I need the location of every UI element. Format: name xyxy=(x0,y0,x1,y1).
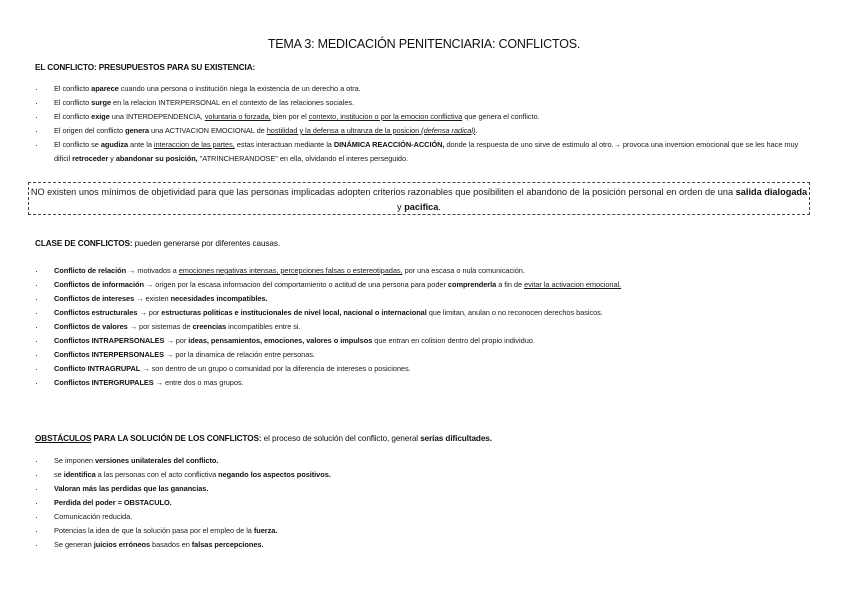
list-obstaculos xyxy=(35,454,815,552)
list-item: · Conflictos de valores → por sistemas de creencias incompatibles entre si. xyxy=(35,320,815,334)
list-item: · Conflicto de relación → motivados a emociones negativas intensas, percepciones falsas o estereotipadas, por una escasa o nula comunicación. xyxy=(35,264,815,278)
list-item: · El origen del conflicto genera una ACTIVACION EMOCIONAL de hostilidad y la defensa a ultranza de la posicion (defensa radical). xyxy=(35,124,815,138)
list-item: · Se imponen versiones unilaterales del conflicto. xyxy=(35,454,815,468)
list-item: · Conflictos de intereses → existen necesidades incompatibles. xyxy=(35,292,815,306)
list-item: · El conflicto surge en la relacion INTERPERSONAL en el contexto de las relaciones sociales. xyxy=(35,96,815,110)
list-item: · Conflictos INTRAPERSONALES → por ideas, pensamientos, emociones, valores o impulsos que entran en colision dentro del propio individuo. xyxy=(35,334,815,348)
list-item: · Conflictos estructurales → por estructuras politicas e institucionales de nivel local, nacional o internacional que limitan, anulan o no reconocen derechos basicos. xyxy=(35,306,815,320)
list-item: · Conflicto INTRAGRUPAL → son dentro de un grupo o comunidad por la diferencia de intereses o posiciones. xyxy=(35,362,815,376)
list-item: · Conflictos INTERGRUPALES → entre dos o mas grupos. xyxy=(35,376,815,390)
section-heading-obstaculos: OBSTÁCULOS PARA LA SOLUCIÓN DE LOS CONFLICTOS: el proceso de solución del conflicto, general serías dificultades. xyxy=(35,434,492,443)
list-item: · Comunicación reducida. xyxy=(35,510,815,524)
section-heading-conflicto: EL CONFLICTO: PRESUPUESTOS PARA SU EXISTENCIA: xyxy=(35,63,256,72)
list-item: · El conflicto se agudiza ante la interaccion de las partes, estas interactuan mediante la DINÁMICA REACCIÓN-ACCIÓN, donde la respuesta de uno sirve de estimulo al otro.→ provoca una inversion emocional que se les hace muy dificil retroceder y abandonar su posición, "ATRINCHERANDOSE" en ella, olvidando el interes perseguido. xyxy=(35,138,815,166)
list-item: · Perdida del poder = OBSTACULO. xyxy=(35,496,815,510)
list-item: · El conflicto exige una INTERDEPENDENCIA, voluntaria o forzada, bien por el contexto, institucion o por la emocion conflictiva que genera el conflicto. xyxy=(35,110,815,124)
list-item: · Valoran más las perdidas que las ganancias. xyxy=(35,482,815,496)
list-item: · se identifica a las personas con el acto conflictiva negando los aspectos positivos. xyxy=(35,468,815,482)
section-heading-clases: CLASE DE CONFLICTOS: pueden generarse por diferentes causas. xyxy=(35,239,281,248)
page-title: TEMA 3: MEDICACIÓN PENITENCIARIA: CONFLICTOS. xyxy=(267,37,581,51)
list-item: · Conflictos INTERPERSONALES → por la dinamica de relación entre personas. xyxy=(35,348,815,362)
list-item: · Potencias la idea de que la solución pasa por el empleo de la fuerza. xyxy=(35,524,815,538)
list-item: · Se generan juicios erróneos basados en falsas percepciones. xyxy=(35,538,815,552)
list-item: · El conflicto aparece cuando una persona o institución niega la existencia de un derecho a otra. xyxy=(35,82,815,96)
highlight-box: NO existen unos mínimos de objetividad para que las personas implicadas adopten criterios razonables que posibiliten el abandono de la posición personal en orden de una salida dialogada y pacifica. xyxy=(28,182,810,215)
list-clases xyxy=(35,264,815,390)
list-item: · Conflictos de información → origen por la escasa informacion del comportamiento o actitud de una persona para poder comprenderla a fin de evitar la activacion emocional. xyxy=(35,278,815,292)
list-presupuestos xyxy=(35,82,815,166)
